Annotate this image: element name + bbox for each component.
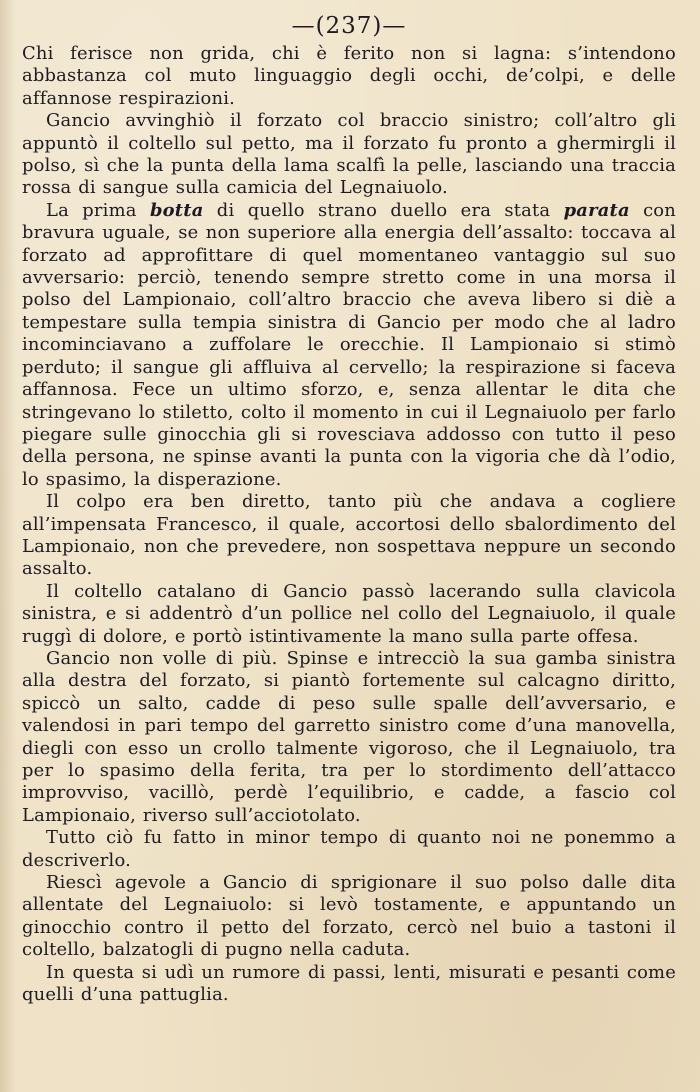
paragraph bbox=[22, 827, 676, 872]
paragraph bbox=[22, 110, 676, 200]
paragraph bbox=[22, 962, 676, 1007]
paragraph bbox=[22, 581, 676, 648]
italic-text: botta bbox=[149, 199, 204, 221]
page-number: —(237)— bbox=[291, 13, 407, 39]
text-segment: Gancio non volle di più. Spinse e intrecciò la sua gamba sinistra alla destra del forzato, si piantò fortemente sul calcagno diritto, spiccò un salto, cadde di peso sulle spalle dell’avversario, e valendosi in pari tempo del garretto sinistro come d’una manovella, diegli con esso un crollo talmente vigoroso, che il Legnaiuolo, tra per lo spasimo della ferita, tra per lo stordimento dell’attacco improvviso, vacillò, perdè l’equilibrio, e cadde, a fascio col Lampionaio, riverso sull’acciotolato. bbox=[22, 647, 676, 826]
italic-text: parata bbox=[563, 199, 630, 221]
body-text bbox=[22, 43, 676, 1006]
text-segment: La prima bbox=[46, 199, 150, 221]
paragraph bbox=[22, 872, 676, 962]
page-edge-shadow bbox=[0, 0, 16, 1092]
text-segment: In questa si udì un rumore di passi, lenti, misurati e pesanti come quelli d’una pattuglia. bbox=[22, 961, 676, 1006]
paragraph bbox=[22, 491, 676, 581]
text-segment: Il colpo era ben diretto, tanto più che andava a cogliere all’impensata Francesco, il quale, accortosi dello sbalordimento del Lampionaio, non che prevedere, non sospettava neppure un secondo assalto. bbox=[22, 491, 676, 580]
text-segment: con bravura uguale, se non superiore alla energia dell’assalto: toccava al forzato ad approfittare di quel momentaneo vantaggio sul suo avversario: perciò, tenendo sempre stretto come in una morsa il polso del Lampionaio, coll’altro braccio che aveva libero si diè a tempestare sulla tempia sinistra di Gancio per modo che al ladro incominciavano a zuffolare le orecchie. Il Lampionaio si stimò perduto; il sangue gli affluiva al cervello; la respirazione si faceva affannosa. Fece un ultimo sforzo, e, senza allentar le dita che stringevano lo stiletto, colto il momento in cui il Legnaiuolo per farlo piegare sulle ginocchia gli si rovesciava addosso con tutto il peso della persona, ne spinse avanti la punta con la vigoria che dà l’odio, lo spasimo, la disperazione. bbox=[22, 199, 677, 490]
text-segment: Chi ferisce non grida, chi è ferito non si lagna: s’intendono abbastanza col muto linguaggio degli occhi, de’colpi, e delle affannose respirazioni. bbox=[22, 43, 676, 109]
text-segment: Tutto ciò fu fatto in minor tempo di quanto noi ne ponemmo a descriverlo. bbox=[22, 827, 676, 871]
paragraph bbox=[22, 648, 676, 827]
text-segment: Riescì agevole a Gancio di sprigionare il suo polso dalle dita allentate del Legnaiuolo: si levò tostamente, e appuntando un ginocchio contro il petto del forzato, cercò nel buio a tastoni il coltello, balzatogli di pugno nella caduta. bbox=[22, 872, 676, 961]
text-segment: Il coltello catalano di Gancio passò lacerando sulla clavicola sinistra, e si addentrò d’un pollice nel collo del Legnaiuolo, il quale ruggì di dolore, e portò istintivamente la mano sulla parte offesa. bbox=[22, 580, 676, 647]
paragraph bbox=[22, 43, 676, 110]
text-segment: Gancio avvinghiò il forzato col braccio sinistro; coll’altro gli appuntò il coltello sul petto, ma il forzato fu pronto a ghermirgli il polso, sì che la punta della lama scalfì la pelle, lasciando una traccia rossa di sangue sulla camicia del Legnaiuolo. bbox=[22, 110, 676, 199]
paragraph bbox=[22, 200, 676, 491]
text-segment: di quello strano duello era stata bbox=[203, 199, 564, 221]
